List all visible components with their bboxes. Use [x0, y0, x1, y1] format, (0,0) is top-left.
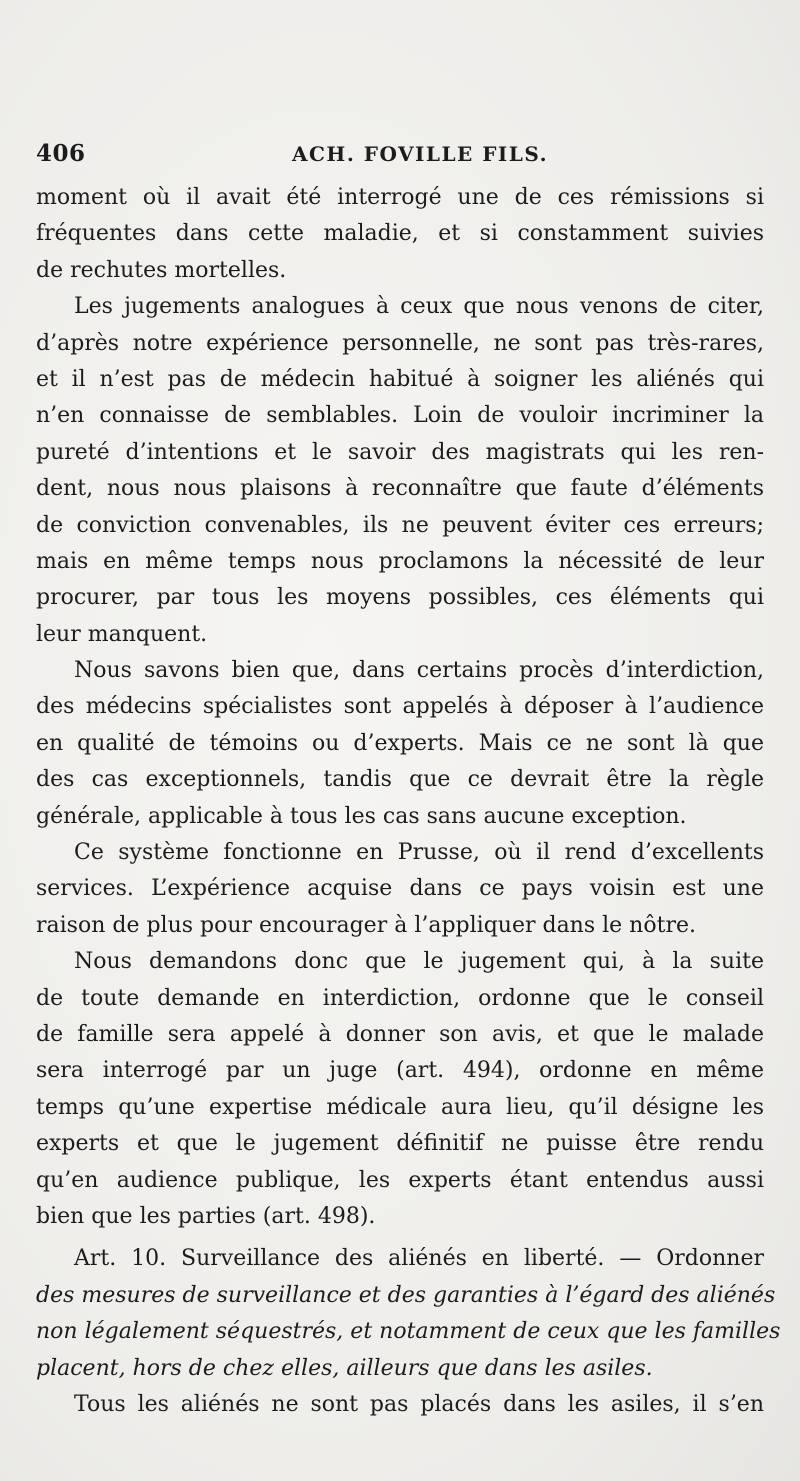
- text-line: services. L’expérience acquise dans ce pays voisin est une: [36, 876, 764, 902]
- running-head: ACH. FOVILLE FILS.: [292, 142, 549, 166]
- text-line: de toute demande en interdiction, ordonne que le conseil: [36, 985, 764, 1011]
- text-line: et il n’est pas de médecin habitué à soigner les aliénés qui: [36, 366, 764, 392]
- text-line: Tous les aliénés ne sont pas placés dans les asiles, il s’en: [74, 1391, 764, 1417]
- text-line: de famille sera appelé à donner son avis, et que le malade: [36, 1021, 764, 1047]
- text-line: des cas exceptionnels, tandis que ce devrait être la règle: [36, 767, 764, 793]
- text-line: Art. 10. Surveillance des aliénés en liberté. — Ordonner: [74, 1246, 764, 1272]
- body-text: [36, 180, 781, 1423]
- text-line: sera interrogé par un juge (art. 494), ordonne en même: [36, 1058, 764, 1084]
- text-line: pureté d’intentions et le savoir des magistrats qui les ren-: [36, 439, 764, 465]
- text-line: n’en connaisse de semblables. Loin de vouloir incriminer la: [36, 403, 764, 429]
- text-line: Nous savons bien que, dans certains procès d’interdiction,: [74, 658, 764, 684]
- text-line: temps qu’une expertise médicale aura lieu, qu’il désigne les: [36, 1094, 764, 1120]
- text-line: qu’en audience publique, les experts étant entendus aussi: [36, 1167, 764, 1193]
- text-line: des mesures de surveillance et des garanties à l’égard des aliénés: [36, 1282, 776, 1308]
- text-line: bien que les parties (art. 498).: [36, 1203, 376, 1229]
- text-line: des médecins spécialistes sont appelés à déposer à l’audience: [36, 694, 764, 720]
- text-line: en qualité de témoins ou d’experts. Mais ce ne sont là que: [36, 730, 764, 756]
- text-line: générale, applicable à tous les cas sans aucune exception.: [36, 803, 687, 829]
- text-line: de rechutes mortelles.: [36, 257, 287, 283]
- text-line: placent, hors de chez elles, ailleurs que dans les asiles.: [36, 1355, 653, 1381]
- page-header: [36, 140, 766, 174]
- text-line: leur manquent.: [36, 621, 208, 647]
- text-line: de conviction convenables, ils ne peuvent éviter ces erreurs;: [36, 512, 764, 538]
- text-line: d’après notre expérience personnelle, ne sont pas très-rares,: [36, 330, 764, 356]
- text-line: moment où il avait été interrogé une de ces rémissions si: [36, 185, 764, 210]
- text-line: Les jugements analogues à ceux que nous venons de citer,: [74, 294, 764, 320]
- page-number: 406: [36, 140, 86, 167]
- text-line: mais en même temps nous proclamons la nécessité de leur: [36, 548, 764, 574]
- text-line: experts et que le jugement définitif ne puisse être rendu: [36, 1131, 764, 1157]
- text-line: Nous demandons donc que le jugement qui, à la suite: [74, 949, 764, 975]
- text-line: dent, nous nous plaisons à reconnaître que faute d’éléments: [36, 476, 764, 502]
- text-line: fréquentes dans cette maladie, et si constamment suivies: [36, 221, 764, 247]
- text-line: procurer, par tous les moyens possibles, ces éléments qui: [36, 585, 764, 611]
- text-line: non légalement séquestrés, et notamment de ceux que les familles: [36, 1319, 781, 1345]
- text-line: raison de plus pour encourager à l’appliquer dans le nôtre.: [36, 912, 696, 938]
- text-line: Ce système fonctionne en Prusse, où il rend d’excellents: [74, 840, 764, 866]
